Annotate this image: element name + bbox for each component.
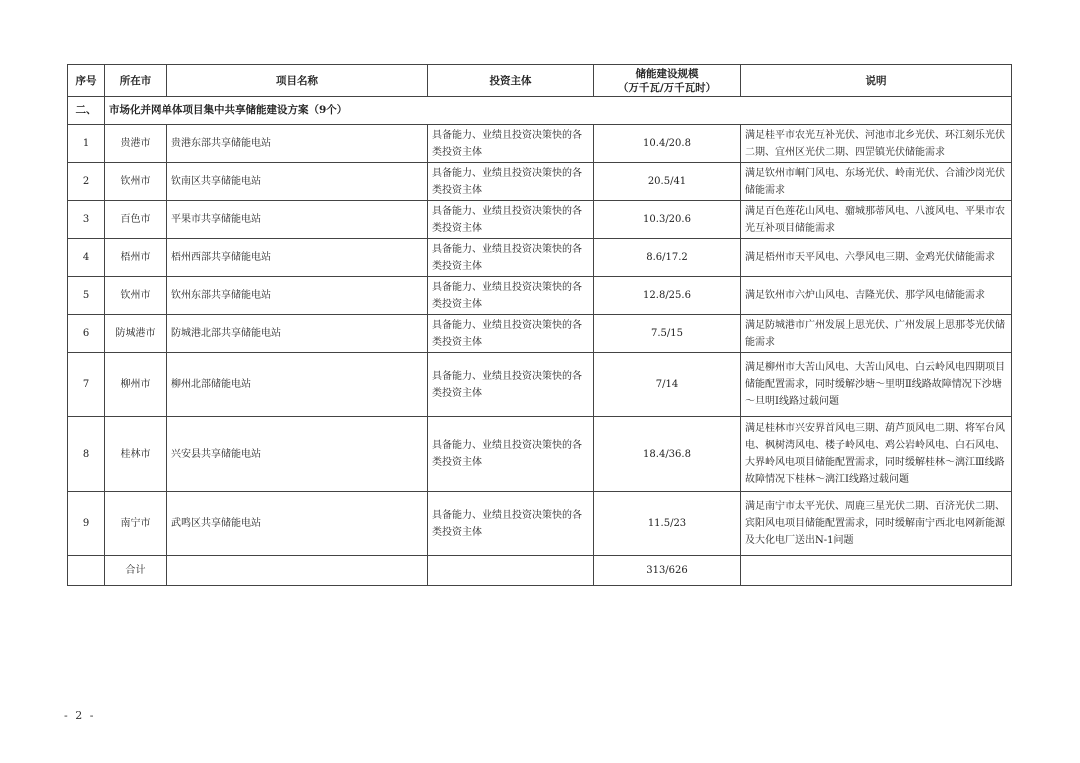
row-scale: 8.6/17.2 (594, 239, 741, 277)
row-project: 防城港北部共享储能电站 (167, 315, 428, 353)
table-row (68, 417, 1012, 492)
total-scale: 313/626 (594, 556, 741, 586)
header-scale-line1: 储能建设规模 (635, 67, 699, 80)
row-index: 1 (68, 125, 105, 163)
header-note: 说明 (741, 65, 1012, 97)
row-project: 贵港东部共享储能电站 (167, 125, 428, 163)
row-index: 2 (68, 163, 105, 201)
row-project: 武鸣区共享储能电站 (167, 492, 428, 556)
row-index: 5 (68, 277, 105, 315)
row-note: 满足桂林市兴安界首风电三期、葫芦顶风电二期、将军台风电、枫树湾风电、楼子岭风电、鸡公岩岭风电、白石风电、大界岭风电项目储能配置需求，同时缓解桂林～漓江Ⅲ线路故障情况下桂林～漓江Ⅰ线路过载问题 (741, 417, 1012, 492)
row-project: 梧州西部共享储能电站 (167, 239, 428, 277)
table-row (68, 315, 1012, 353)
row-investor: 具备能力、业绩且投资决策快的各类投资主体 (428, 125, 594, 163)
row-city: 贵港市 (105, 125, 167, 163)
row-note: 满足防城港市广州发展上思光伏、广州发展上思那苓光伏储能需求 (741, 315, 1012, 353)
header-investor: 投资主体 (428, 65, 594, 97)
row-project: 柳州北部储能电站 (167, 353, 428, 417)
row-city: 钦州市 (105, 277, 167, 315)
row-scale: 12.8/25.6 (594, 277, 741, 315)
row-city: 百色市 (105, 201, 167, 239)
energy-storage-table (67, 64, 1012, 586)
table-row (68, 492, 1012, 556)
header-city: 所在市 (105, 65, 167, 97)
row-note: 满足钦州市六炉山风电、吉隆光伏、那学风电储能需求 (741, 277, 1012, 315)
row-investor: 具备能力、业绩且投资决策快的各类投资主体 (428, 239, 594, 277)
row-index: 4 (68, 239, 105, 277)
table-row (68, 163, 1012, 201)
row-scale: 11.5/23 (594, 492, 741, 556)
row-note: 满足柳州市大苦山风电、大苦山风电、白云岭风电四期项目储能配置需求，同时缓解沙塘～里明Ⅱ线路故障情况下沙塘～旦明Ⅰ线路过载问题 (741, 353, 1012, 417)
row-index: 6 (68, 315, 105, 353)
row-project: 兴安县共享储能电站 (167, 417, 428, 492)
row-investor: 具备能力、业绩且投资决策快的各类投资主体 (428, 417, 594, 492)
table-row (68, 239, 1012, 277)
row-investor: 具备能力、业绩且投资决策快的各类投资主体 (428, 277, 594, 315)
row-note: 满足钦州市峒门风电、东场光伏、岭南光伏、合浦沙岗光伏储能需求 (741, 163, 1012, 201)
page-number: - 2 - (64, 709, 96, 722)
table-row (68, 353, 1012, 417)
row-note: 满足百色莲花山风电、骝城那蒂风电、八渡风电、平果市农光互补项目储能需求 (741, 201, 1012, 239)
row-investor: 具备能力、业绩且投资决策快的各类投资主体 (428, 492, 594, 556)
row-city: 钦州市 (105, 163, 167, 201)
table-row (68, 201, 1012, 239)
table-row (68, 125, 1012, 163)
total-label: 合计 (105, 556, 167, 586)
row-project: 钦州东部共享储能电站 (167, 277, 428, 315)
section-title: 市场化并网单体项目集中共享储能建设方案（9个） (105, 97, 1012, 125)
total-row (68, 556, 1012, 586)
row-index: 9 (68, 492, 105, 556)
row-scale: 7.5/15 (594, 315, 741, 353)
row-scale: 10.4/20.8 (594, 125, 741, 163)
table-row (68, 277, 1012, 315)
row-scale: 10.3/20.6 (594, 201, 741, 239)
row-investor: 具备能力、业绩且投资决策快的各类投资主体 (428, 353, 594, 417)
header-scale-line2: （万千瓦/万千瓦时） (617, 81, 717, 94)
total-empty-index (68, 556, 105, 586)
section-row (68, 97, 1012, 125)
header-index: 序号 (68, 65, 105, 97)
row-city: 防城港市 (105, 315, 167, 353)
row-note: 满足南宁市太平光伏、周鹿三星光伏二期、百济光伏二期、宾阳风电项目储能配置需求，同时缓解南宁西北电网新能源及大化电厂送出N-1问题 (741, 492, 1012, 556)
header-project: 项目名称 (167, 65, 428, 97)
row-city: 柳州市 (105, 353, 167, 417)
row-city: 梧州市 (105, 239, 167, 277)
total-empty-note (741, 556, 1012, 586)
row-index: 7 (68, 353, 105, 417)
row-project: 平果市共享储能电站 (167, 201, 428, 239)
row-scale: 7/14 (594, 353, 741, 417)
row-project: 钦南区共享储能电站 (167, 163, 428, 201)
row-index: 3 (68, 201, 105, 239)
row-city: 桂林市 (105, 417, 167, 492)
total-empty-investor (428, 556, 594, 586)
total-empty-project (167, 556, 428, 586)
row-investor: 具备能力、业绩且投资决策快的各类投资主体 (428, 163, 594, 201)
row-scale: 20.5/41 (594, 163, 741, 201)
row-note: 满足桂平市农光互补光伏、河池市北乡光伏、环江刻乐光伏二期、宜州区光伏二期、四罡镇光伏储能需求 (741, 125, 1012, 163)
row-note: 满足梧州市天平风电、六學风电三期、金鸡光伏储能需求 (741, 239, 1012, 277)
row-index: 8 (68, 417, 105, 492)
row-investor: 具备能力、业绩且投资决策快的各类投资主体 (428, 315, 594, 353)
section-number: 二、 (68, 97, 105, 125)
row-scale: 18.4/36.8 (594, 417, 741, 492)
table-header-row (68, 65, 1012, 97)
row-city: 南宁市 (105, 492, 167, 556)
row-investor: 具备能力、业绩且投资决策快的各类投资主体 (428, 201, 594, 239)
header-scale (594, 65, 741, 97)
